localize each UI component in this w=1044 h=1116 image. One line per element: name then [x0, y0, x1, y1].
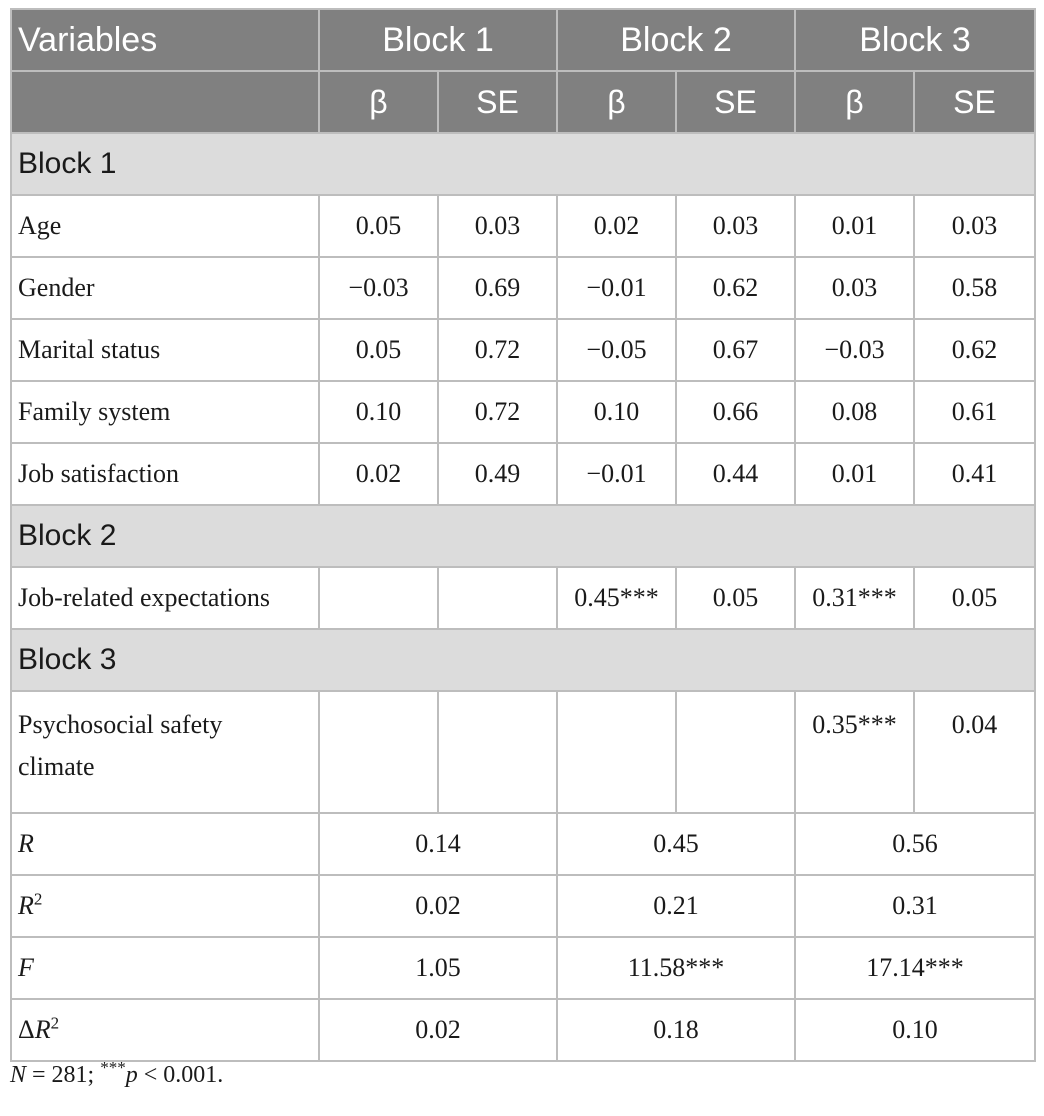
- section-title: Block 3: [11, 629, 1035, 691]
- cell-b3-beta: 0.03: [795, 257, 914, 319]
- cell-b1-beta: [319, 567, 438, 629]
- delta-symbol: Δ: [18, 1015, 35, 1044]
- stat-block-1: 0.02: [319, 875, 557, 937]
- cell-b1-se: [438, 691, 557, 813]
- variable-label-line-1: Psychosocial safety: [18, 710, 223, 739]
- table-row: [11, 257, 1035, 319]
- cell-b2-beta: −0.01: [557, 443, 676, 505]
- stat-label: [11, 937, 319, 999]
- cell-b2-se: 0.05: [676, 567, 795, 629]
- stat-symbol: R: [18, 829, 34, 858]
- stat-block-2: 11.58***: [557, 937, 795, 999]
- cell-b2-beta: 0.02: [557, 195, 676, 257]
- cell-b3-beta: 0.31***: [795, 567, 914, 629]
- subheader-row: [11, 71, 1035, 133]
- header-block-2: Block 2: [557, 9, 795, 71]
- table-row: [11, 691, 1035, 813]
- stat-block-2: 0.21: [557, 875, 795, 937]
- cell-b1-se: [438, 567, 557, 629]
- cell-b2-se: [676, 691, 795, 813]
- cell-b1-beta: 0.05: [319, 319, 438, 381]
- cell-b2-se: 0.03: [676, 195, 795, 257]
- footnote-n-symbol: N: [10, 1062, 27, 1088]
- stat-block-1: 0.02: [319, 999, 557, 1061]
- cell-b3-beta: 0.08: [795, 381, 914, 443]
- cell-b3-beta: −0.03: [795, 319, 914, 381]
- cell-b1-se: 0.72: [438, 381, 557, 443]
- stat-symbol: R: [18, 891, 34, 920]
- table-row: [11, 443, 1035, 505]
- cell-b3-se: 0.41: [914, 443, 1035, 505]
- cell-b3-se: 0.58: [914, 257, 1035, 319]
- variable-label: Family system: [11, 381, 319, 443]
- section-row: [11, 505, 1035, 567]
- stat-label: [11, 875, 319, 937]
- cell-b1-se: 0.03: [438, 195, 557, 257]
- stat-superscript: 2: [50, 1013, 60, 1033]
- stat-block-1: 1.05: [319, 937, 557, 999]
- cell-b1-se: 0.69: [438, 257, 557, 319]
- variable-label: Job-related expectations: [11, 567, 319, 629]
- stats-row-r2: [11, 875, 1035, 937]
- cell-b2-se: 0.66: [676, 381, 795, 443]
- cell-b3-se: 0.05: [914, 567, 1035, 629]
- header-block-3: Block 3: [795, 9, 1035, 71]
- section-row: [11, 629, 1035, 691]
- cell-b1-se: 0.49: [438, 443, 557, 505]
- stat-superscript: 2: [33, 889, 43, 909]
- header-block-1: Block 1: [319, 9, 557, 71]
- footnote-stars: ***: [100, 1058, 126, 1077]
- cell-b3-se: 0.03: [914, 195, 1035, 257]
- cell-b2-beta: −0.01: [557, 257, 676, 319]
- variable-label-line-2: climate: [18, 752, 95, 781]
- footnote-n-text: = 281;: [26, 1062, 101, 1088]
- stat-block-2: 0.45: [557, 813, 795, 875]
- stat-label: [11, 813, 319, 875]
- stat-block-3: 0.10: [795, 999, 1035, 1061]
- stat-symbol: R: [34, 1015, 51, 1044]
- footnote-p-symbol: p: [125, 1062, 138, 1088]
- stat-block-2: 0.18: [557, 999, 795, 1061]
- stats-row-f: [11, 937, 1035, 999]
- subheader-se: SE: [676, 71, 795, 133]
- stat-block-3: 0.56: [795, 813, 1035, 875]
- section-title: Block 1: [11, 133, 1035, 195]
- cell-b3-se: 0.61: [914, 381, 1035, 443]
- subheader-se: SE: [438, 71, 557, 133]
- variable-label: Age: [11, 195, 319, 257]
- subheader-empty: [11, 71, 319, 133]
- cell-b2-se: 0.67: [676, 319, 795, 381]
- cell-b3-beta: 0.01: [795, 195, 914, 257]
- cell-b3-beta: 0.35***: [795, 691, 914, 813]
- stats-row-r: [11, 813, 1035, 875]
- header-row: [11, 9, 1035, 71]
- subheader-beta: β: [795, 71, 914, 133]
- cell-b1-beta: 0.05: [319, 195, 438, 257]
- cell-b2-beta: [557, 691, 676, 813]
- cell-b2-beta: 0.45***: [557, 567, 676, 629]
- footnote-p-text: < 0.001.: [137, 1062, 224, 1088]
- stat-block-3: 17.14***: [795, 937, 1035, 999]
- stat-block-1: 0.14: [319, 813, 557, 875]
- table-row: [11, 195, 1035, 257]
- table-row: [11, 567, 1035, 629]
- cell-b1-beta: 0.10: [319, 381, 438, 443]
- subheader-se: SE: [914, 71, 1035, 133]
- table-row: [11, 381, 1035, 443]
- cell-b1-se: 0.72: [438, 319, 557, 381]
- variable-label: Marital status: [11, 319, 319, 381]
- cell-b2-se: 0.62: [676, 257, 795, 319]
- cell-b1-beta: 0.02: [319, 443, 438, 505]
- stat-block-3: 0.31: [795, 875, 1035, 937]
- cell-b2-beta: 0.10: [557, 381, 676, 443]
- cell-b2-beta: −0.05: [557, 319, 676, 381]
- table-footnote: [10, 1058, 224, 1089]
- cell-b2-se: 0.44: [676, 443, 795, 505]
- table-row: [11, 319, 1035, 381]
- regression-table: [10, 8, 1036, 1062]
- stat-symbol: F: [18, 953, 34, 982]
- cell-b1-beta: −0.03: [319, 257, 438, 319]
- cell-b3-se: 0.04: [914, 691, 1035, 813]
- header-variables: Variables: [11, 9, 319, 71]
- cell-b3-se: 0.62: [914, 319, 1035, 381]
- stat-label: [11, 999, 319, 1061]
- section-row: [11, 133, 1035, 195]
- cell-b1-beta: [319, 691, 438, 813]
- variable-label: Gender: [11, 257, 319, 319]
- section-title: Block 2: [11, 505, 1035, 567]
- cell-b3-beta: 0.01: [795, 443, 914, 505]
- stats-row-delta-r2: [11, 999, 1035, 1061]
- subheader-beta: β: [557, 71, 676, 133]
- subheader-beta: β: [319, 71, 438, 133]
- variable-label: [11, 691, 319, 813]
- variable-label: Job satisfaction: [11, 443, 319, 505]
